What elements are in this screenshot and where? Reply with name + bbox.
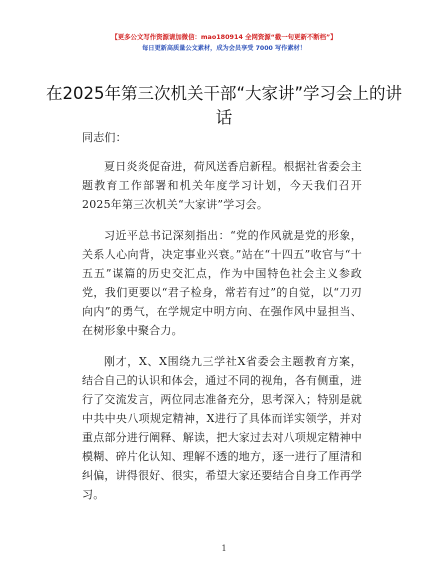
paragraph-3: 刚才，X、X围绕九三学社X省委会主题教育方案，结合自己的认识和体会，通过不同的视角，各有侧重，进行了交流发言，两位同志准备充分，思考深入；特别是就中共中央八项规定精神，X进行了具体而详实领学，并对重点部分进行阐释、解读，把大家过去对八项规定精神中模糊、碎片化认知、理解不透的地方，逐一进行了厘清和纠偏，讲得很好、很实，希望大家还要结合自身工作再学习。 [82,355,362,501]
promo-banner-line-2: 每日更新高质量公文素材，成为会员享受 7000 写作素材！ [142,45,306,52]
greeting: 同志们： [82,131,127,144]
promo-banner-line-1: 【更多公文写作资源请加微信：mao180914 全网资源“截一句更新不断档”】 [111,33,337,41]
document-body [82,128,362,516]
paragraph-2: 习近平总书记深刻指出：“党的作风就是党的形象，关系人心向背，决定事业兴衰。”站在“十四五”收官与“十五五”谋篇的历史交汇点，作为中国特色社会主义参政党，我们更要以“君子检身，常若有过”的自觉，以“刀刃向内”的勇气，在学规定中明方向、在强作风中显担当、在树形象中聚合力。 [82,229,362,337]
paragraph-1: 夏日炎炎促奋进，荷风送香启新程。根据社省委会主题教育工作部署和机关年度学习计划，今天我们召开2025年第三次机关“大家讲”学习会。 [82,160,362,211]
page-number: 1 [221,544,227,553]
document-title: 在2025年第三次机关干部“大家讲”学习会上的讲话 [45,84,403,127]
